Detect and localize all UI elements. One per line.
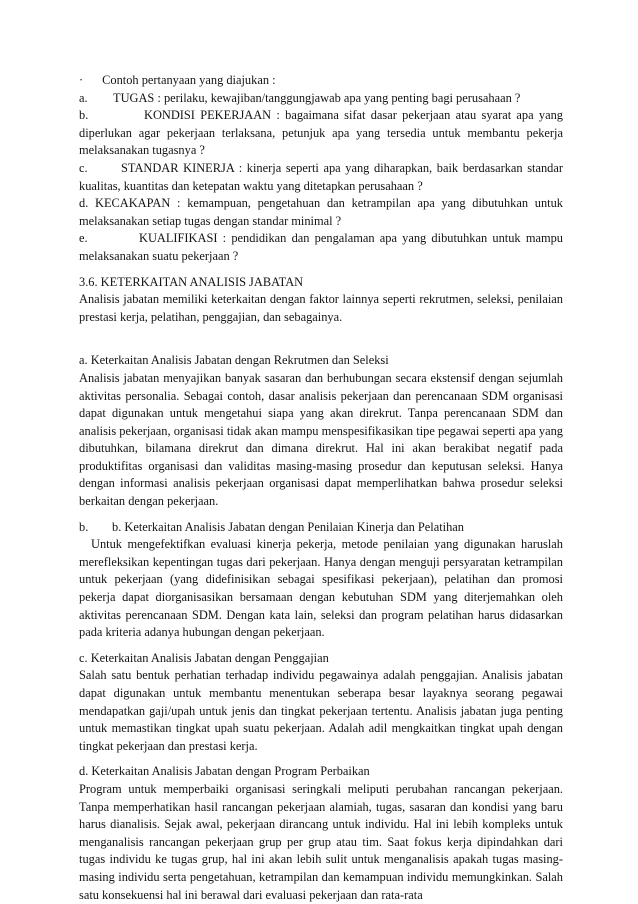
item-label: d. — [79, 196, 89, 211]
item-label: c. — [79, 160, 88, 175]
subsection-a-heading: a. Keterkaitan Analisis Jabatan dengan Rekrutmen dan Seleksi — [79, 353, 389, 368]
subsection-b-body: Untuk mengefektifkan evaluasi kinerja pekerja, metode penilaian yang digunakan haruslah merefleksikan kepentingan tugas dari pekerjaan. Hanya dengan menguji persyaratan ketrampilan untuk pekerjaan (yang didefinisikan sebagai spesifikasi pekerjaan), pelatihan dan promosi pekerja dapat diorganisasikan bersamaan dengan kebutuhan SDM yang diterjemahkan oleh aktivitas perencanaan SDM. Dengan kata lain, seleksi dan program pelatihan harus didasarkan pada kriteria adanya hubungan dengan pekerjaan. — [79, 537, 563, 640]
question-item-c — [79, 160, 563, 195]
item-label: a. — [79, 90, 88, 105]
item-text: KUALIFIKASI : pendidikan dan pengalaman apa yang dibutuhkan untuk mampu melaksanakan suatu pekerjaan ? — [79, 231, 563, 263]
subsection-b-heading-line — [79, 519, 563, 537]
subsection-d-body: Program untuk memperbaiki organisasi seringkali meliputi perubahan rancangan pekerjaan. Tanpa memperhatikan hasil rancangan pekerjaan alamiah, tugas, sasaran dan kondisi yang baru harus dianalisis. Sejak awal, pekerjaan dirancang untuk individu. Hal ini lebih kompleks untuk menganalisis rancangan pekerjaan grup per grup atau tim. Saat fokus kerja dipindahkan dari tugas individu ke tugas grup, hal ini akan lebih sulit untuk menganalisis apakah tugas masing-masing individu serta pengetahuan, ketrampilan dan kemampuan individu memungkinkan. Salah satu konsekuensi hal ini berawal dari evaluasi pekerjaan dan rata-rata — [79, 781, 563, 902]
subsection-c-heading: c. Keterkaitan Analisis Jabatan dengan Penggajian — [79, 650, 329, 665]
subsection-b-label: b. — [79, 519, 89, 534]
bullet-marker: · — [79, 73, 84, 87]
question-item-e — [79, 230, 563, 265]
subsection-b-heading: b. Keterkaitan Analisis Jabatan dengan Penilaian Kinerja dan Pelatihan — [112, 519, 464, 534]
item-label: b. — [79, 108, 89, 123]
item-label: e. — [79, 231, 88, 246]
section-intro: Analisis jabatan memiliki keterkaitan dengan faktor lainnya seperti rekrutmen, seleksi, penilaian prestasi kerja, pelatihan, penggajian, dan sebagainya. — [79, 292, 563, 324]
item-text: KONDISI PEKERJAAN : bagaimana sifat dasar pekerjaan atau syarat apa yang diperlukan agar pekerjaan terlaksana, petunjuk apa yang tersedia untuk membantu pekerja melaksanakan tugasnya ? — [79, 108, 563, 158]
item-text: STANDAR KINERJA : kinerja seperti apa yang diharapkan, baik berdasarkan standar kualitas, kuantitas dan ketepatan waktu yang ditetapkan perusahaan ? — [79, 160, 563, 193]
subsection-c-body: Salah satu bentuk perhatian terhadap individu pegawainya adalah penggajian. Analisis jabatan dapat digunakan untuk membantu menentukan seberapa besar layaknya seorang pegawai mendapatkan gaji/upah untuk jenis dan tingkat pekerjaan tertentu. Analisis jabatan juga penting untuk memastikan tingkat upah suatu pekerjaan. Adalah adil mengkaitkan tingkat upah dengan tingkat pekerjaan dan prestasi kerja. — [79, 668, 563, 753]
item-text: TUGAS : perilaku, kewajiban/tanggungjawab apa yang penting bagi perusahaan ? — [113, 90, 521, 105]
section-heading: 3.6. KETERKAITAN ANALISIS JABATAN — [79, 274, 304, 289]
questions-intro: Contoh pertanyaan yang diajukan : — [102, 73, 276, 87]
questions-intro-line — [79, 72, 563, 90]
subsection-d-heading: d. Keterkaitan Analisis Jabatan dengan Program Perbaikan — [79, 764, 370, 779]
question-item-d — [79, 195, 563, 230]
document-page — [79, 72, 563, 904]
question-item-b — [79, 107, 563, 160]
subsection-a-body: Analisis jabatan menyajikan banyak sasaran dan berhubungan secara ekstensif dengan sejumlah aktivitas personalia. Sebagai contoh, dasar analisis pekerjaan dan perencanaan SDM organisasi dapat digunakan untuk mengetahui siapa yang akan direkrut. Tanpa perencanaan SDM dan analisis pekerjaan, organisasi tidak akan mampu menspesifikasikan tipe pegawai seperti apa yang dibutuhkan, bilamana direkrut dan dimana direkrut. Hal ini akan berakibat negatif pada produktifitas organisasi dan validitas masing-masing prosedur dan keputusan seleksi. Hanya dengan informasi analisis pekerjaan organisasi dapat memperlihatkan bahwa prosedur seleksi berkaitan dengan pekerjaan. — [79, 370, 563, 509]
question-item-a — [79, 90, 563, 108]
item-text: KECAKAPAN : kemampuan, pengetahuan dan ketrampilan apa yang dibutuhkan untuk melaksanakan setiap tugas dengan standar minimal ? — [79, 196, 563, 228]
